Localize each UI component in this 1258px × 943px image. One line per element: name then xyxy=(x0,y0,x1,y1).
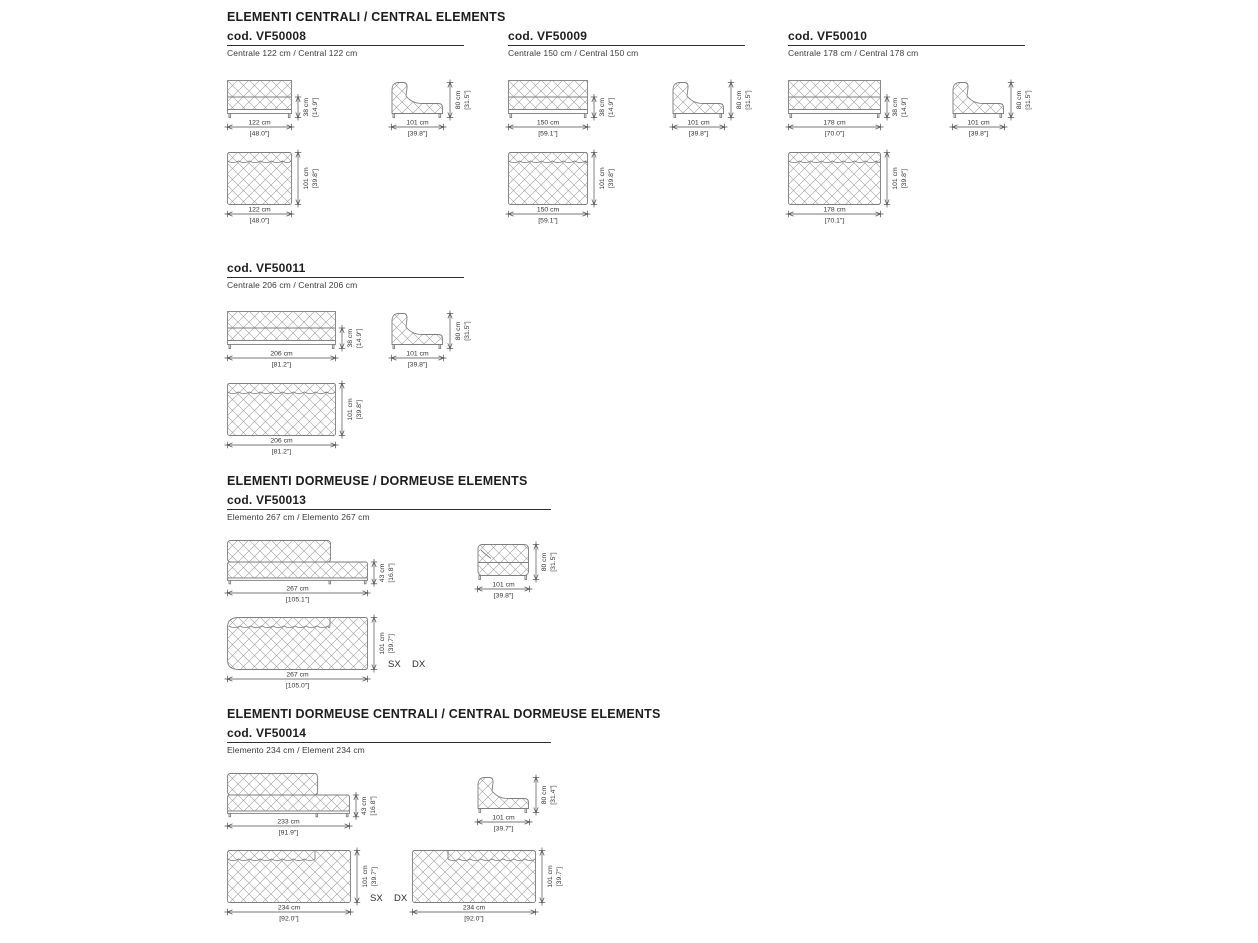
dim-width-in: [105.1"] xyxy=(285,596,310,604)
dim-height-in: [39.8"] xyxy=(312,168,319,189)
underline-rule xyxy=(227,742,551,743)
section-title-central-dormeuse-elements: ELEMENTI DORMEUSE CENTRALI / CENTRAL DORMEUSE ELEMENTS xyxy=(227,707,661,721)
dim-width-cm: 234 cm xyxy=(462,904,486,912)
vf50014-top-dx-drawing xyxy=(412,850,568,925)
dim-height-in: [39.7"] xyxy=(388,633,395,654)
dim-height-cm: 80 cm xyxy=(541,785,548,805)
dim-width-in: [48.0"] xyxy=(249,217,270,225)
vf50014-front-drawing xyxy=(227,773,382,839)
dim-width-cm: 101 cm xyxy=(406,350,429,358)
dim-width-cm: 150 cm xyxy=(536,119,560,127)
dim-width-in: [70.1"] xyxy=(824,217,845,225)
dim-width-cm: 101 cm xyxy=(967,119,990,127)
underline-rule xyxy=(227,509,551,510)
section-title-central-elements: ELEMENTI CENTRALI / CENTRAL ELEMENTS xyxy=(227,10,506,24)
dim-height-cm: 80 cm xyxy=(1016,90,1023,110)
technical-drawing-svg xyxy=(227,311,368,371)
underline-rule xyxy=(788,45,1025,46)
technical-drawing-svg xyxy=(227,850,383,925)
technical-drawing-svg xyxy=(788,152,913,227)
product-subtitle: Elemento 234 cm / Element 234 cm xyxy=(227,745,365,755)
vf50013-side-drawing xyxy=(477,542,562,602)
technical-drawing-svg xyxy=(788,80,913,140)
dim-width-cm: 206 cm xyxy=(270,350,293,358)
technical-drawing-svg xyxy=(227,540,400,606)
technical-drawing-svg xyxy=(672,80,757,140)
dim-width-cm: 101 cm xyxy=(492,581,515,589)
dim-width-in: [92.0"] xyxy=(464,915,484,923)
dim-height-in: [31.5"] xyxy=(464,90,471,110)
technical-drawing-svg xyxy=(391,311,476,371)
product-subtitle: Centrale 122 cm / Central 122 cm xyxy=(227,48,358,58)
label-sx-vf50013: SX xyxy=(388,659,401,670)
product-header-vf50013 xyxy=(227,493,551,522)
dim-height-cm: 101 cm xyxy=(599,167,606,190)
dim-height-in: [14.9"] xyxy=(356,328,363,348)
vf50008-front-drawing xyxy=(227,80,324,140)
dim-height-in: [14.9"] xyxy=(608,97,615,117)
product-subtitle: Centrale 178 cm / Central 178 cm xyxy=(788,48,919,58)
vf50010-side-drawing xyxy=(952,80,1037,140)
product-subtitle: Centrale 150 cm / Central 150 cm xyxy=(508,48,639,58)
dim-height-cm: 80 cm xyxy=(541,552,548,572)
technical-drawing-svg xyxy=(412,850,568,925)
dim-width-in: [81.2"] xyxy=(271,361,292,369)
dim-height-cm: 101 cm xyxy=(547,865,554,888)
dim-height-in: [31.5"] xyxy=(550,552,557,572)
product-code: cod. VF50009 xyxy=(508,29,588,43)
dim-height-cm: 43 cm xyxy=(379,563,386,583)
dim-height-cm: 38 cm xyxy=(599,97,606,117)
product-subtitle: Centrale 206 cm / Central 206 cm xyxy=(227,280,358,290)
vf50009-side-drawing xyxy=(672,80,757,140)
label-dx-vf50014: DX xyxy=(394,893,408,904)
dim-height-cm: 80 cm xyxy=(455,321,462,341)
dim-height-cm: 80 cm xyxy=(455,90,462,110)
underline-rule xyxy=(227,45,464,46)
product-code: cod. VF50010 xyxy=(788,29,868,43)
vf50009-top-drawing xyxy=(508,152,620,227)
technical-drawing-svg xyxy=(227,773,382,839)
dim-height-cm: 43 cm xyxy=(361,796,368,816)
underline-rule xyxy=(508,45,745,46)
vf50009-front-drawing xyxy=(508,80,620,140)
vf50011-front-drawing xyxy=(227,311,368,371)
technical-drawing-svg xyxy=(227,152,324,227)
dim-width-in: [39.8"] xyxy=(688,130,709,138)
technical-drawing-svg xyxy=(227,80,324,140)
dim-height-cm: 101 cm xyxy=(347,398,354,421)
dim-width-in: [59.1"] xyxy=(538,217,558,225)
vf50013-front-drawing xyxy=(227,540,400,606)
dim-height-in: [31.5"] xyxy=(745,90,752,110)
dim-width-cm: 101 cm xyxy=(406,119,429,127)
dim-height-cm: 101 cm xyxy=(362,865,369,888)
dim-width-cm: 178 cm xyxy=(823,119,846,127)
vf50014-side-drawing xyxy=(477,775,562,835)
dim-width-in: [39.8"] xyxy=(968,130,989,138)
dim-width-cm: 267 cm xyxy=(286,671,309,679)
dim-width-cm: 233 cm xyxy=(277,818,300,826)
dim-width-cm: 150 cm xyxy=(536,206,560,214)
product-code: cod. VF50014 xyxy=(227,726,307,740)
dim-height-in: [14.9"] xyxy=(901,97,908,117)
technical-drawing-svg xyxy=(952,80,1037,140)
dim-width-in: [59.1"] xyxy=(538,130,558,138)
product-header-vf50008 xyxy=(227,29,464,58)
dim-width-in: [105.0"] xyxy=(285,682,310,690)
dim-height-in: [39.8"] xyxy=(901,168,908,189)
dim-height-in: [16.8"] xyxy=(370,796,377,816)
dim-width-in: [91.9"] xyxy=(278,829,299,837)
dim-height-in: [39.7"] xyxy=(371,866,378,887)
product-header-vf50011 xyxy=(227,261,464,290)
underline-rule xyxy=(227,277,464,278)
technical-drawing-svg xyxy=(477,542,562,602)
dim-height-cm: 38 cm xyxy=(892,97,899,117)
dim-width-in: [48.0"] xyxy=(249,130,270,138)
product-code: cod. VF50013 xyxy=(227,493,307,507)
dim-height-cm: 101 cm xyxy=(892,167,899,190)
dim-width-cm: 178 cm xyxy=(823,206,846,214)
dim-width-in: [39.8"] xyxy=(407,130,428,138)
label-sx-vf50014: SX xyxy=(370,893,383,904)
dim-width-cm: 267 cm xyxy=(286,585,309,593)
vf50008-side-drawing xyxy=(391,80,476,140)
dim-height-in: [31.5"] xyxy=(464,321,471,341)
dim-height-in: [39.8"] xyxy=(608,168,615,189)
dim-height-cm: 101 cm xyxy=(303,167,310,190)
dim-width-in: [39.8"] xyxy=(493,592,514,600)
technical-drawing-svg xyxy=(508,152,620,227)
dim-height-in: [31.4"] xyxy=(550,785,557,805)
dim-width-in: [39.8"] xyxy=(407,361,428,369)
dim-height-cm: 101 cm xyxy=(379,632,386,655)
vf50014-top-sx-drawing xyxy=(227,850,383,925)
dim-height-in: [16.8"] xyxy=(388,563,395,583)
dim-width-cm: 206 cm xyxy=(270,437,293,445)
product-header-vf50009 xyxy=(508,29,745,58)
label-dx-vf50013: DX xyxy=(412,659,426,670)
dim-width-in: [92.0"] xyxy=(279,915,299,923)
dim-width-cm: 122 cm xyxy=(248,206,271,214)
vf50011-top-drawing xyxy=(227,383,368,458)
dim-height-cm: 38 cm xyxy=(347,328,354,348)
product-code: cod. VF50011 xyxy=(227,261,306,275)
technical-drawing-svg xyxy=(227,383,368,458)
dim-height-in: [39.8"] xyxy=(356,399,363,420)
technical-drawing-svg xyxy=(391,80,476,140)
product-code: cod. VF50008 xyxy=(227,29,307,43)
dim-height-in: [31.5"] xyxy=(1025,90,1032,110)
dim-height-in: [39.7"] xyxy=(556,866,563,887)
dim-width-cm: 101 cm xyxy=(687,119,710,127)
dim-height-cm: 38 cm xyxy=(303,97,310,117)
vf50010-front-drawing xyxy=(788,80,913,140)
product-subtitle: Elemento 267 cm / Elemento 267 cm xyxy=(227,512,370,522)
vf50008-top-drawing xyxy=(227,152,324,227)
dim-width-in: [70.0"] xyxy=(824,130,845,138)
product-header-vf50014 xyxy=(227,726,551,755)
dim-width-cm: 122 cm xyxy=(248,119,271,127)
vf50011-side-drawing xyxy=(391,311,476,371)
dim-width-in: [39.7"] xyxy=(493,825,514,833)
section-title-dormeuse-elements: ELEMENTI DORMEUSE / DORMEUSE ELEMENTS xyxy=(227,474,528,488)
technical-drawing-svg xyxy=(508,80,620,140)
dim-width-cm: 101 cm xyxy=(492,814,515,822)
vf50010-top-drawing xyxy=(788,152,913,227)
dim-width-cm: 234 cm xyxy=(277,904,301,912)
technical-drawing-svg xyxy=(477,775,562,835)
dim-width-in: [81.2"] xyxy=(271,448,292,456)
dim-height-in: [14.9"] xyxy=(312,97,319,117)
product-header-vf50010 xyxy=(788,29,1025,58)
dim-height-cm: 80 cm xyxy=(736,90,743,110)
technical-drawing-svg xyxy=(227,617,400,692)
vf50013-top-drawing xyxy=(227,617,400,692)
